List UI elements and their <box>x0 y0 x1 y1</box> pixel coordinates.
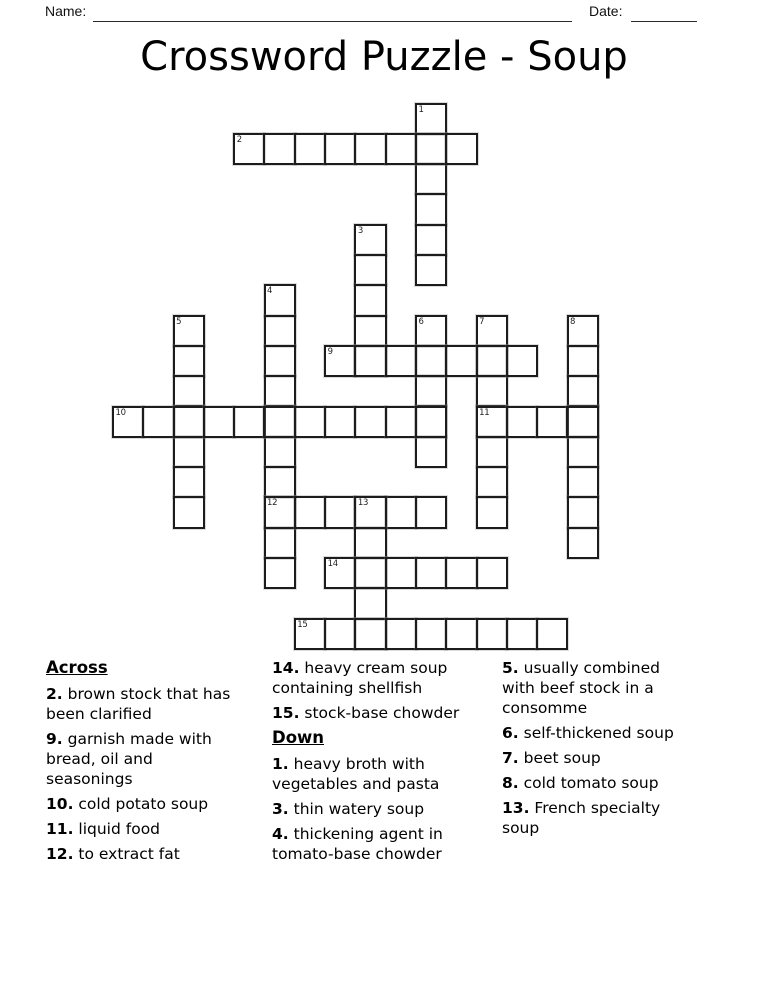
clue-text: cold tomato soup <box>523 774 659 792</box>
clue-number: 7. <box>502 749 519 767</box>
grid-cell[interactable] <box>385 133 417 165</box>
grid-cell-number: 12 <box>267 498 278 509</box>
grid-cell[interactable] <box>445 345 477 377</box>
grid-cell[interactable] <box>233 406 265 438</box>
clue-number: 14. <box>272 659 300 677</box>
grid-cell[interactable] <box>294 133 326 165</box>
grid-cell[interactable] <box>385 345 417 377</box>
clue-11 <box>46 819 238 839</box>
grid-cell[interactable] <box>567 345 599 377</box>
grid-cell[interactable] <box>354 345 386 377</box>
grid-cell-number: 6 <box>418 316 424 327</box>
clue-number: 9. <box>46 730 63 748</box>
grid-cell[interactable] <box>445 557 477 589</box>
clue-text: usually combined with beef stock in a consomme <box>502 659 661 717</box>
grid-cell[interactable] <box>415 103 447 135</box>
clue-13 <box>502 798 688 838</box>
grid-cell[interactable] <box>264 284 296 316</box>
clue-9 <box>46 729 238 789</box>
word-2-across <box>233 133 477 165</box>
clue-text: French specialty soup <box>502 799 661 837</box>
grid-cell[interactable] <box>506 345 538 377</box>
clue-number: 5. <box>502 659 519 677</box>
name-label: Name: <box>45 3 87 19</box>
grid-cell[interactable] <box>445 133 477 165</box>
grid-cell[interactable] <box>415 224 447 256</box>
clues-heading-down: Down <box>272 728 325 747</box>
grid-cell[interactable] <box>415 193 447 225</box>
grid-cell[interactable] <box>567 375 599 407</box>
clue-text: brown stock that has been clarified <box>46 685 231 723</box>
grid-cell-number: 2 <box>236 134 242 145</box>
clue-4 <box>272 824 478 864</box>
clue-number: 15. <box>272 704 300 722</box>
grid-cell-number: 1 <box>418 104 424 115</box>
word-10-across <box>112 406 447 438</box>
grid-cell[interactable] <box>264 345 296 377</box>
grid-cell[interactable] <box>415 618 447 650</box>
grid-cell[interactable] <box>536 406 568 438</box>
grid-cell[interactable] <box>354 496 386 528</box>
grid-cell[interactable] <box>567 436 599 468</box>
clue-text: liquid food <box>78 820 161 838</box>
grid-cell-number: 10 <box>115 407 126 418</box>
grid-cell-number: 4 <box>267 286 273 297</box>
clue-text: cold potato soup <box>78 795 209 813</box>
clue-14 <box>272 658 478 698</box>
date-label: Date: <box>589 3 623 19</box>
grid-cell[interactable] <box>385 618 417 650</box>
grid-cell[interactable] <box>536 618 568 650</box>
clue-number: 11. <box>46 820 74 838</box>
grid-cell[interactable] <box>385 557 417 589</box>
clue-10 <box>46 794 238 814</box>
grid-cell[interactable] <box>476 315 508 347</box>
grid-cell[interactable] <box>415 345 447 377</box>
clue-text: thin watery soup <box>293 800 425 818</box>
grid-cell-number: 15 <box>297 619 308 630</box>
grid-cell[interactable] <box>264 496 296 528</box>
grid-cell[interactable] <box>294 406 326 438</box>
grid-cell[interactable] <box>476 618 508 650</box>
clue-15 <box>272 703 478 723</box>
grid-cell[interactable] <box>324 557 356 589</box>
clue-number: 12. <box>46 845 74 863</box>
grid-cell[interactable] <box>354 587 386 619</box>
grid-cell[interactable] <box>476 375 508 407</box>
grid-cell[interactable] <box>294 496 326 528</box>
grid-cell[interactable] <box>445 618 477 650</box>
grid-cell[interactable] <box>567 527 599 559</box>
clue-number: 13. <box>502 799 530 817</box>
clue-number: 3. <box>272 800 289 818</box>
clue-text: heavy broth with vegetables and pasta <box>272 755 440 793</box>
grid-cell[interactable] <box>415 315 447 347</box>
grid-cell[interactable] <box>264 527 296 559</box>
grid-cell[interactable] <box>354 527 386 559</box>
grid-cell-number: 14 <box>327 559 338 569</box>
grid-cell[interactable] <box>354 315 386 347</box>
grid-cell[interactable] <box>354 406 386 438</box>
grid-cell[interactable] <box>112 406 144 438</box>
grid-cell[interactable] <box>354 133 386 165</box>
page-title: Crossword Puzzle - Soup <box>140 34 628 80</box>
grid-cell[interactable] <box>173 406 205 438</box>
clue-6 <box>502 723 688 743</box>
grid-cell[interactable] <box>567 496 599 528</box>
word-14-across <box>324 557 508 589</box>
clue-number: 4. <box>272 825 289 843</box>
word-15-across <box>294 618 569 650</box>
word-1-down <box>415 103 447 287</box>
clue-number: 1. <box>272 755 289 773</box>
word-6-down <box>415 315 447 468</box>
grid-cell-number: 13 <box>357 498 369 509</box>
clue-text: beet soup <box>523 749 601 767</box>
clue-column-2 <box>272 658 478 869</box>
grid-cell-number: 8 <box>570 316 576 327</box>
grid-cell[interactable] <box>173 345 205 377</box>
clue-3 <box>272 799 478 819</box>
grid-cell[interactable] <box>264 557 296 589</box>
grid-cell[interactable] <box>354 224 386 256</box>
grid-cell[interactable] <box>324 618 356 650</box>
clue-text: stock-base chowder <box>304 704 460 722</box>
clue-number: 2. <box>46 685 63 703</box>
grid-cell[interactable] <box>324 496 356 528</box>
grid-cell[interactable] <box>264 436 296 468</box>
grid-cell[interactable] <box>354 284 386 316</box>
grid-cell[interactable] <box>385 496 417 528</box>
grid-cell[interactable] <box>173 315 205 347</box>
clue-text: self-thickened soup <box>523 724 674 742</box>
grid-cell-number: 9 <box>327 346 333 357</box>
grid-cell[interactable] <box>476 496 508 528</box>
word-11-across <box>476 406 599 438</box>
grid-cell[interactable] <box>173 436 205 468</box>
grid-cell[interactable] <box>354 618 386 650</box>
grid-cell[interactable] <box>415 557 447 589</box>
clue-column-1 <box>46 658 238 869</box>
grid-cell[interactable] <box>354 557 386 589</box>
clue-1 <box>272 754 478 794</box>
grid-cell[interactable] <box>354 254 386 286</box>
grid-cell[interactable] <box>567 315 599 347</box>
grid-cell-number: 7 <box>479 316 485 327</box>
grid-cell[interactable] <box>506 406 538 438</box>
grid-cell-number: 3 <box>357 225 363 236</box>
clue-column-3 <box>502 658 688 843</box>
grid-cell[interactable] <box>324 406 356 438</box>
grid-cell[interactable] <box>476 345 508 377</box>
word-9-across <box>324 345 538 377</box>
clue-text: heavy cream soup containing shellfish <box>272 659 448 697</box>
clues-heading-across: Across <box>46 658 108 677</box>
clue-12 <box>46 844 238 864</box>
clue-text: thickening agent in tomato-base chowder <box>272 825 443 863</box>
grid-cell[interactable] <box>173 375 205 407</box>
grid-cell[interactable] <box>264 315 296 347</box>
grid-cell[interactable] <box>173 466 205 498</box>
clue-7 <box>502 748 688 768</box>
grid-cell[interactable] <box>324 345 356 377</box>
clue-text: to extract fat <box>78 845 180 863</box>
grid-cell[interactable] <box>294 618 326 650</box>
grid-cell[interactable] <box>415 496 447 528</box>
grid-cell[interactable] <box>415 133 447 165</box>
clue-number: 10. <box>46 795 74 813</box>
grid-cell[interactable] <box>476 466 508 498</box>
grid-cell[interactable] <box>506 618 538 650</box>
grid-cell[interactable] <box>173 496 205 528</box>
clue-number: 8. <box>502 774 519 792</box>
grid-cell[interactable] <box>415 254 447 286</box>
clue-8 <box>502 773 688 793</box>
clue-2 <box>46 684 238 724</box>
grid-cell[interactable] <box>476 406 508 438</box>
grid-cell[interactable] <box>263 406 295 438</box>
grid-cell[interactable] <box>264 375 296 407</box>
clue-5 <box>502 658 688 718</box>
grid-cell[interactable] <box>415 436 447 468</box>
grid-cell[interactable] <box>476 436 508 468</box>
grid-cell[interactable] <box>233 133 265 165</box>
grid-cell[interactable] <box>264 466 296 498</box>
grid-cell[interactable] <box>142 406 174 438</box>
grid-cell-number: 11 <box>479 407 490 418</box>
grid-cell[interactable] <box>567 466 599 498</box>
grid-cell[interactable] <box>566 406 598 438</box>
grid-cell[interactable] <box>415 163 447 195</box>
clue-number: 6. <box>502 724 519 742</box>
grid-cell-number: 5 <box>176 316 182 327</box>
grid-cell[interactable] <box>415 375 447 407</box>
grid-cell[interactable] <box>385 406 417 438</box>
grid-cell[interactable] <box>415 406 447 438</box>
grid-cell[interactable] <box>476 557 508 589</box>
grid-cell[interactable] <box>324 133 356 165</box>
grid-cell[interactable] <box>263 133 295 165</box>
clue-text: garnish made with bread, oil and seasonings <box>46 730 212 788</box>
grid-cell[interactable] <box>203 406 235 438</box>
